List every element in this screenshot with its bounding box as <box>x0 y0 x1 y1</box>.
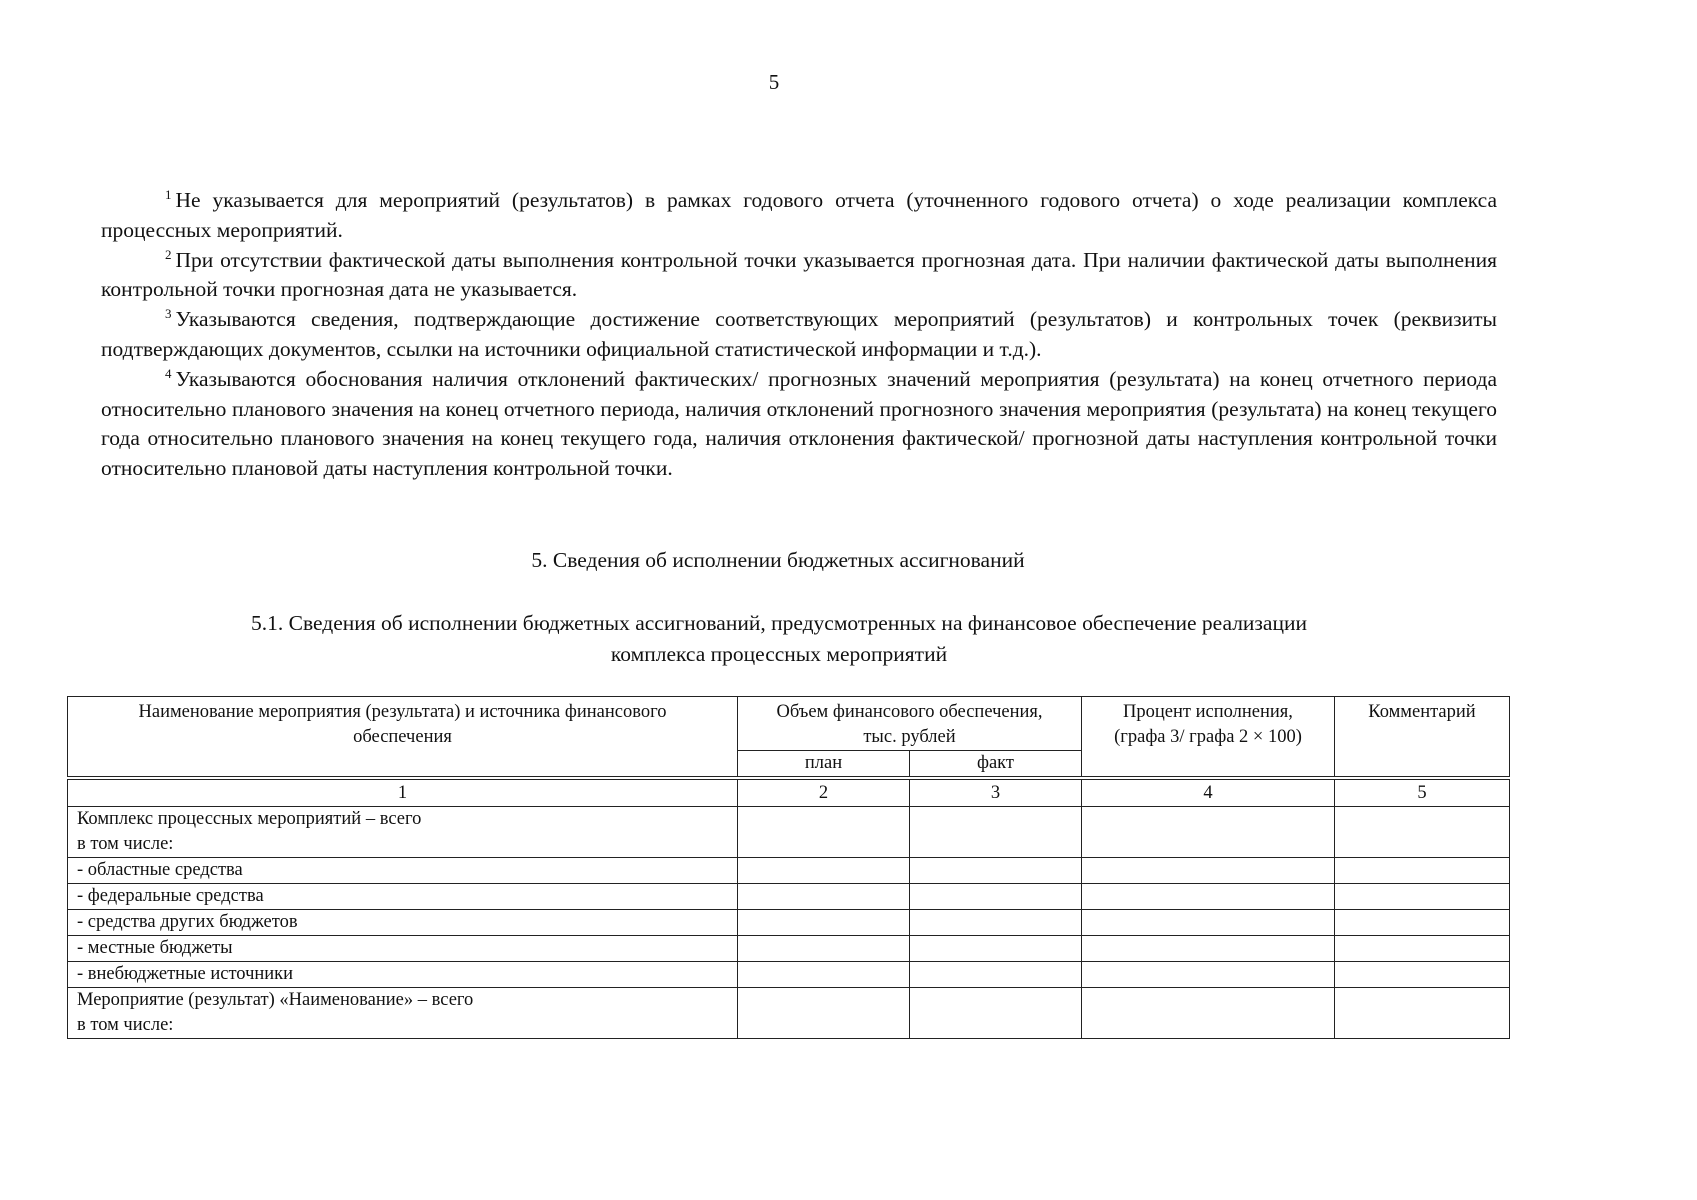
fact-cell <box>910 884 1082 910</box>
page-number: 5 <box>768 70 780 94</box>
row-label: - областные средства <box>68 858 738 884</box>
header-percent <box>1082 697 1335 777</box>
row-label <box>68 988 738 1039</box>
table-row <box>68 884 1510 910</box>
footnote-mark: 4 <box>165 365 172 381</box>
percent-cell <box>1082 962 1335 988</box>
percent-cell <box>1082 807 1335 858</box>
comment-cell <box>1335 807 1510 858</box>
fact-cell <box>910 858 1082 884</box>
percent-cell <box>1082 884 1335 910</box>
header-percent-line: (графа 3/ графа 2 × 100) <box>1114 727 1302 747</box>
comment-cell <box>1335 910 1510 936</box>
header-fact: факт <box>910 751 1082 777</box>
footnote-2 <box>101 246 1497 306</box>
footnote-mark: 2 <box>165 246 172 262</box>
percent-cell <box>1082 858 1335 884</box>
footnote-text: При отсутствии фактической даты выполнения контрольной точки указывается прогнозная дата. При наличии фактической даты выполнения контрольной точки прогнозная дата не указывается. <box>101 247 1497 302</box>
row-label <box>68 807 738 858</box>
header-comment: Комментарий <box>1335 697 1510 777</box>
footnote-mark: 1 <box>165 187 172 202</box>
header-volume <box>738 697 1082 751</box>
footnote-4 <box>101 365 1497 484</box>
table-row <box>68 936 1510 962</box>
column-number: 4 <box>1082 780 1335 807</box>
plan-cell <box>738 910 910 936</box>
row-label-line: в том числе: <box>77 1015 174 1035</box>
column-number: 3 <box>910 780 1082 807</box>
subsection-title-line: 5.1. Сведения об исполнении бюджетных ассигнований, предусмотренных на финансовое обеспечение реализации <box>251 611 1307 635</box>
row-label-line: Комплекс процессных мероприятий – всего <box>77 809 422 829</box>
header-name-line: Наименование мероприятия (результата) и источника финансового <box>138 702 667 722</box>
comment-cell <box>1335 936 1510 962</box>
column-number: 2 <box>738 780 910 807</box>
row-label: - федеральные средства <box>68 884 738 910</box>
plan-cell <box>738 988 910 1039</box>
header-volume-line: Объем финансового обеспечения, <box>776 702 1043 722</box>
column-number: 5 <box>1335 780 1510 807</box>
percent-cell <box>1082 988 1335 1039</box>
footnote-1 <box>101 186 1497 246</box>
header-volume-line: тыс. рублей <box>863 727 956 747</box>
footnote-text: Не указывается для мероприятий (результатов) в рамках годового отчета (уточненного годового отчета) о ходе реализации комплекса процессных мероприятий. <box>101 188 1497 242</box>
table-header-row <box>68 697 1510 751</box>
plan-cell <box>738 884 910 910</box>
fact-cell <box>910 910 1082 936</box>
plan-cell <box>738 936 910 962</box>
footnotes <box>101 186 1497 484</box>
column-number: 1 <box>68 780 738 807</box>
footnote-text: Указываются обоснования наличия отклонений фактических/ прогнозных значений мероприятия (результата) на конец отчетного периода относительно планового значения на конец отчетного периода, наличия отклонений прогнозного значения мероприятия (результата) на конец текущего года относительно планового значения на конец текущего года, наличия отклонения фактической/ прогнозной даты наступления контрольной точки относительно плановой даты наступления контрольной точки. <box>101 366 1497 481</box>
percent-cell <box>1082 936 1335 962</box>
comment-cell <box>1335 858 1510 884</box>
table-row <box>68 807 1510 858</box>
header-percent-line: Процент исполнения, <box>1123 702 1293 722</box>
subsection-title-line: комплекса процессных мероприятий <box>610 642 948 666</box>
table-row <box>68 962 1510 988</box>
table-row <box>68 858 1510 884</box>
header-name <box>68 697 738 777</box>
footnote-mark: 3 <box>165 306 172 322</box>
comment-cell <box>1335 884 1510 910</box>
comment-cell <box>1335 962 1510 988</box>
plan-cell <box>738 858 910 884</box>
header-plan: план <box>738 751 910 777</box>
column-number-row <box>68 780 1510 807</box>
row-label-line: в том числе: <box>77 834 174 854</box>
row-label: - внебюджетные источники <box>68 962 738 988</box>
fact-cell <box>910 988 1082 1039</box>
row-label: - местные бюджеты <box>68 936 738 962</box>
footnote-3 <box>101 305 1497 365</box>
comment-cell <box>1335 988 1510 1039</box>
row-label-line: Мероприятие (результат) «Наименование» – всего <box>77 990 474 1010</box>
percent-cell <box>1082 910 1335 936</box>
table-row <box>68 988 1510 1039</box>
subsection-title <box>100 608 1458 670</box>
budget-execution-table <box>67 696 1510 1039</box>
row-label: - средства других бюджетов <box>68 910 738 936</box>
fact-cell <box>910 962 1082 988</box>
table-row <box>68 910 1510 936</box>
fact-cell <box>910 807 1082 858</box>
plan-cell <box>738 962 910 988</box>
fact-cell <box>910 936 1082 962</box>
header-name-line: обеспечения <box>353 727 452 747</box>
section-title: 5. Сведения об исполнении бюджетных ассигнований <box>531 548 1025 572</box>
plan-cell <box>738 807 910 858</box>
footnote-text: Указываются сведения, подтверждающие достижение соответствующих мероприятий (результатов) и контрольных точек (реквизиты подтверждающих документов, ссылки на источники официальной статистической информации и т.д.). <box>101 307 1497 361</box>
